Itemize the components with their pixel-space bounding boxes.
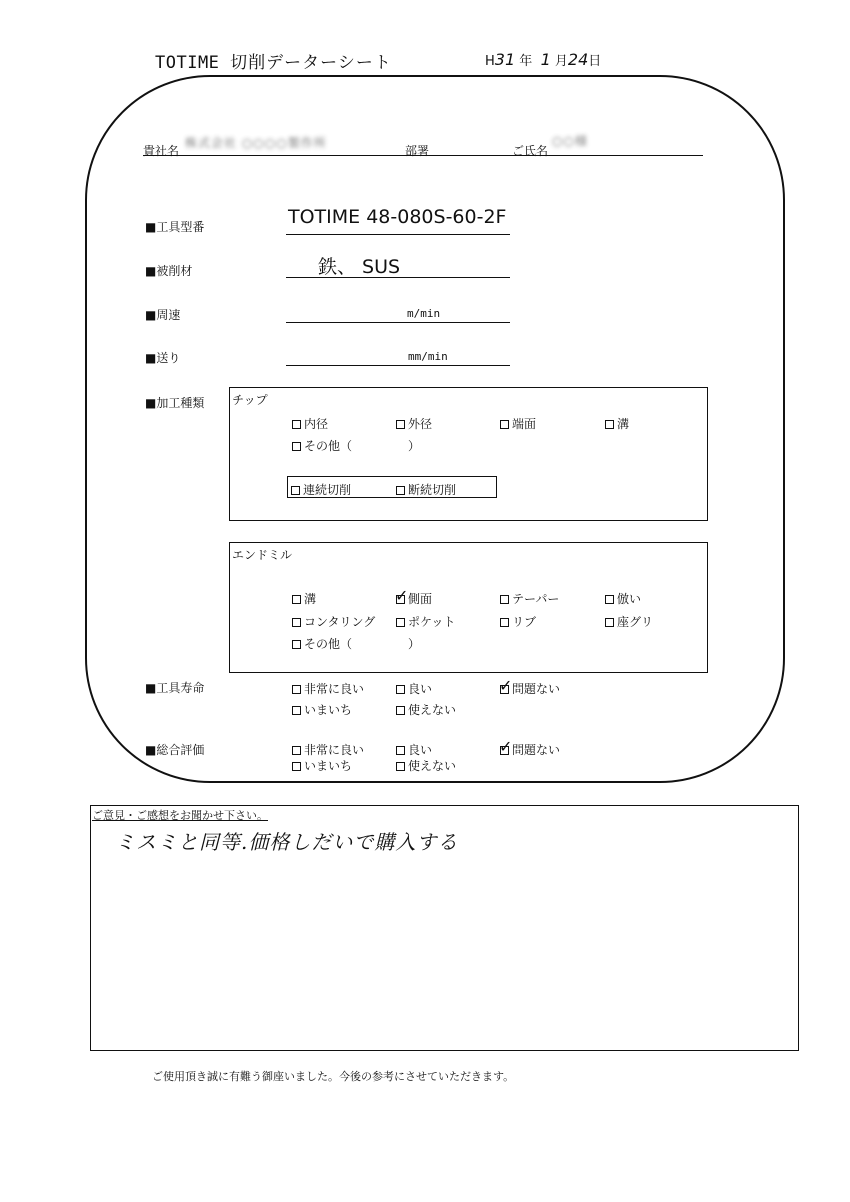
tool-value[interactable]: TOTIME 48-080S-60-2F xyxy=(288,206,507,228)
checkbox-icon xyxy=(396,420,405,429)
endmill-opt-pocket-label: ポケット xyxy=(408,615,456,629)
checkbox-icon xyxy=(396,486,405,495)
name-value[interactable] xyxy=(552,132,588,149)
overall-good[interactable] xyxy=(396,741,432,758)
checkmark-icon: ✓ xyxy=(395,586,409,605)
speed-label: ■周速 xyxy=(145,308,181,322)
checkbox-icon xyxy=(291,486,300,495)
date-day-unit: 日 xyxy=(588,54,602,69)
feed-unit: mm/min xyxy=(408,350,448,363)
endmill-opt-side-label: 側面 xyxy=(408,592,433,606)
date xyxy=(485,50,601,69)
chip-opt-outer[interactable] xyxy=(396,415,432,432)
checkbox-icon xyxy=(292,595,301,604)
overall-excellent-label: 非常に良い xyxy=(304,743,365,757)
date-day: 24 xyxy=(567,50,589,69)
chip-title: チップ xyxy=(232,393,268,407)
checkbox-icon xyxy=(396,762,405,771)
endmill-opt-taper[interactable] xyxy=(500,590,559,607)
endmill-opt-groove-label: 溝 xyxy=(304,592,317,606)
company-value-text: 株式会社 ○○○○製作所 xyxy=(185,136,327,150)
checkbox-icon xyxy=(292,706,301,715)
checkbox-icon xyxy=(396,746,405,755)
checkbox-icon xyxy=(396,685,405,694)
endmill-opt-rib[interactable] xyxy=(500,613,536,630)
checkbox-icon xyxy=(395,586,409,605)
chip-opt-inner-label: 内径 xyxy=(304,417,329,431)
endmill-opt-other[interactable] xyxy=(292,635,352,652)
endmill-opt-taper-label: テーパー xyxy=(512,592,560,606)
endmill-opt-counterbore-label: 座グリ xyxy=(617,615,654,629)
tool-underline xyxy=(286,234,510,235)
title-text: 切削データーシート xyxy=(230,53,392,73)
chip-opt-groove[interactable] xyxy=(605,415,629,432)
cut-opt-interrupted-label: 断続切削 xyxy=(408,483,457,497)
endmill-opt-other-label: その他（ xyxy=(304,637,353,651)
chip-opt-other-label: その他（ xyxy=(304,439,353,453)
feed-label: ■送り xyxy=(145,351,181,365)
checkbox-icon xyxy=(292,762,301,771)
checkbox-icon xyxy=(605,618,614,627)
checkbox-icon xyxy=(500,420,509,429)
endmill-opt-pocket[interactable] xyxy=(396,613,455,630)
checkbox-icon xyxy=(292,420,301,429)
date-month-unit: 月 xyxy=(554,54,568,69)
company-label: 貴社名 xyxy=(143,144,180,158)
name-label: ご氏名 xyxy=(512,144,549,158)
sheet-title xyxy=(155,48,392,73)
overall-good-label: 良い xyxy=(408,743,433,757)
checkbox-icon xyxy=(292,442,301,451)
checkbox-icon xyxy=(292,640,301,649)
date-year-unit: 年 xyxy=(519,54,533,69)
endmill-opt-contouring[interactable] xyxy=(292,613,375,630)
checkmark-icon: ✓ xyxy=(499,676,513,695)
comment-text[interactable]: ミスミと同等.価格しだいで購入する xyxy=(115,830,459,854)
tool-life-excellent-label: 非常に良い xyxy=(304,682,365,696)
footer-thanks: ご使用頂き誠に有難う御座いました。今後の参考にさせていただきます。 xyxy=(152,1070,515,1083)
endmill-title: エンドミル xyxy=(232,548,293,562)
tool-life-unusable-label: 使えない xyxy=(408,703,457,717)
overall-meh[interactable] xyxy=(292,757,352,774)
checkmark-icon: ✓ xyxy=(499,737,513,756)
dept-label: 部署 xyxy=(405,144,430,158)
tool-life-meh-label: いまいち xyxy=(304,703,353,717)
checkbox-icon xyxy=(396,706,405,715)
tool-life-ok-label: 問題ない xyxy=(512,682,561,696)
checkbox-icon xyxy=(605,595,614,604)
type-label: ■加工種類 xyxy=(145,396,205,410)
date-era: H xyxy=(485,54,495,69)
material-value[interactable]: 鉄、 SUS xyxy=(318,256,401,278)
chip-opt-face-label: 端面 xyxy=(512,417,537,431)
endmill-opt-contouring-label: コンタリング xyxy=(304,615,376,629)
tool-life-unusable[interactable] xyxy=(396,701,456,718)
date-year: 31 xyxy=(494,50,516,69)
checkbox-icon xyxy=(605,420,614,429)
chip-opt-face[interactable] xyxy=(500,415,536,432)
tool-life-label: ■工具寿命 xyxy=(145,681,205,695)
chip-box xyxy=(229,387,708,521)
date-month: 1 xyxy=(540,50,551,69)
tool-life-ok[interactable] xyxy=(499,676,561,697)
checkbox-icon xyxy=(292,685,301,694)
checkbox-icon xyxy=(500,618,509,627)
checkbox-icon xyxy=(499,737,513,756)
endmill-opt-side[interactable] xyxy=(395,586,433,607)
chip-other-close: ） xyxy=(408,439,421,453)
speed-underline[interactable] xyxy=(286,322,510,323)
overall-ok-label: 問題ない xyxy=(512,743,561,757)
feed-underline[interactable] xyxy=(286,365,510,366)
cut-opt-continuous-label: 連続切削 xyxy=(303,483,352,497)
comment-heading: ご意見・ご感想をお聞かせ下さい。 xyxy=(92,809,268,822)
overall-excellent[interactable] xyxy=(292,741,364,758)
endmill-opt-copy[interactable] xyxy=(605,590,641,607)
endmill-box xyxy=(229,542,708,673)
tool-life-meh[interactable] xyxy=(292,701,352,718)
tool-life-excellent[interactable] xyxy=(292,680,364,697)
endmill-opt-rib-label: リブ xyxy=(512,615,537,629)
endmill-opt-counterbore[interactable] xyxy=(605,613,653,630)
chip-opt-outer-label: 外径 xyxy=(408,417,433,431)
cut-opt-interrupted[interactable] xyxy=(396,481,456,498)
tool-life-good[interactable] xyxy=(396,680,432,697)
tool-label: ■工具型番 xyxy=(145,220,205,234)
title-brand: TOTIME xyxy=(155,53,220,73)
checkbox-icon xyxy=(499,676,513,695)
name-value-text: ○○様 xyxy=(552,134,588,148)
material-underline xyxy=(286,277,510,278)
checkbox-icon xyxy=(292,746,301,755)
overall-ok[interactable] xyxy=(499,737,561,758)
overall-unusable[interactable] xyxy=(396,757,456,774)
overall-label: ■総合評価 xyxy=(145,743,205,757)
endmill-opt-copy-label: 倣い xyxy=(617,592,642,606)
checkbox-icon xyxy=(292,618,301,627)
checkbox-icon xyxy=(500,595,509,604)
cut-opt-continuous[interactable] xyxy=(291,481,351,498)
checkbox-icon xyxy=(396,618,405,627)
tool-life-good-label: 良い xyxy=(408,682,433,696)
overall-unusable-label: 使えない xyxy=(408,759,457,773)
company-value[interactable] xyxy=(185,134,327,151)
overall-meh-label: いまいち xyxy=(304,759,353,773)
chip-opt-other[interactable] xyxy=(292,437,352,454)
chip-opt-inner[interactable] xyxy=(292,415,328,432)
chip-opt-groove-label: 溝 xyxy=(617,417,630,431)
material-label: ■被削材 xyxy=(145,264,193,278)
speed-unit: m/min xyxy=(407,307,441,320)
endmill-other-close: ） xyxy=(408,637,421,651)
endmill-opt-groove[interactable] xyxy=(292,590,316,607)
